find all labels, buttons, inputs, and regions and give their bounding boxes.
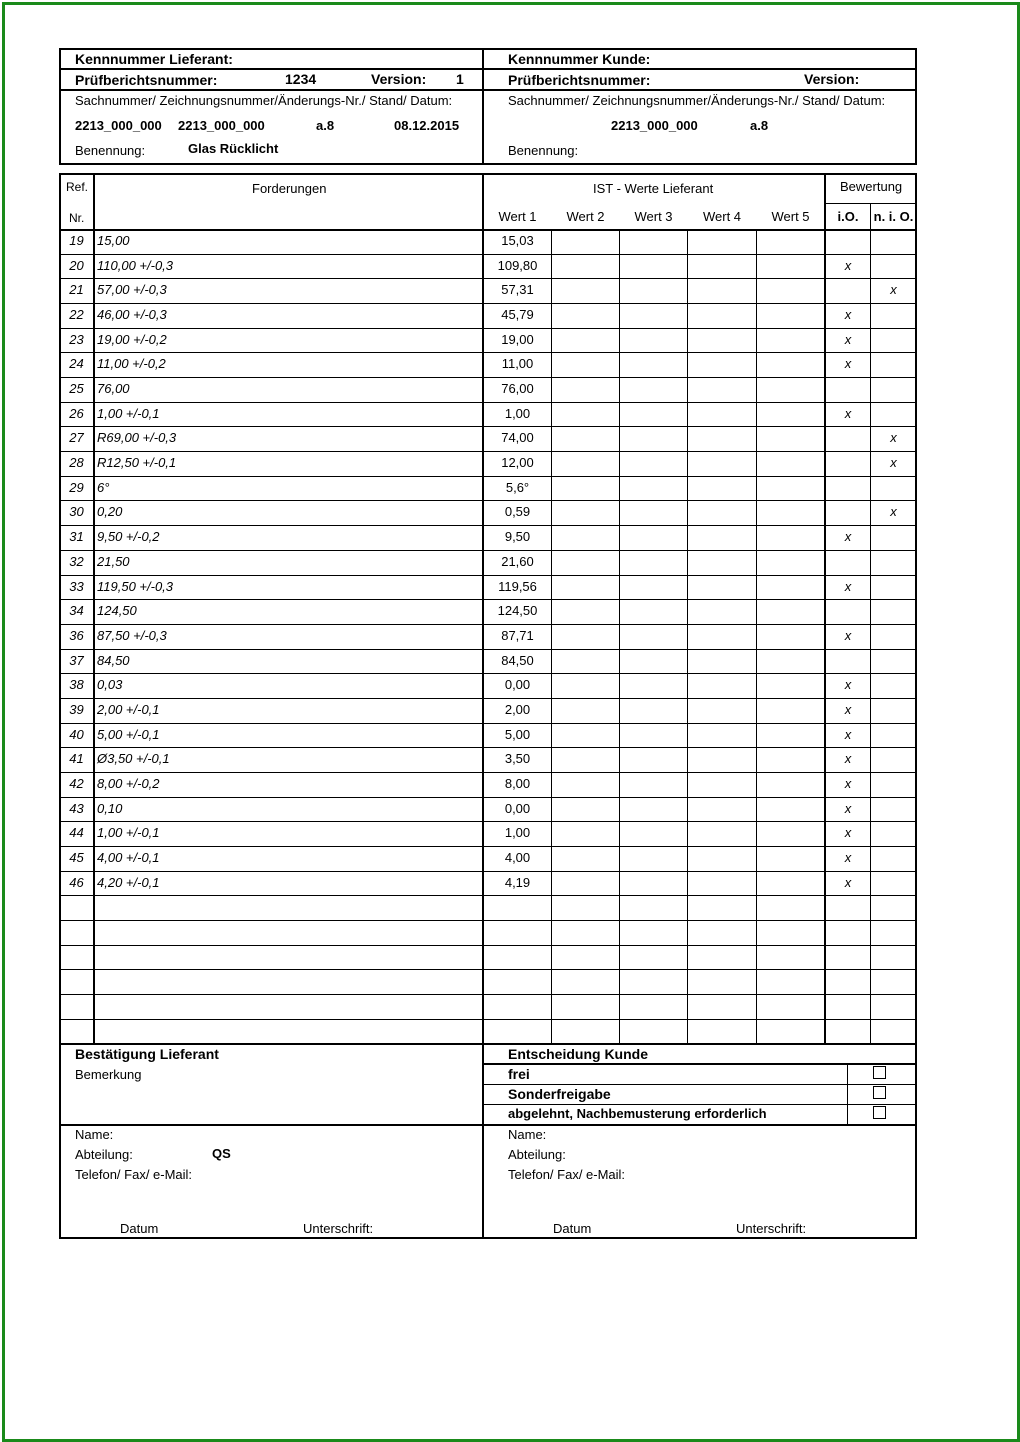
row-value-1: 0,00: [504, 801, 531, 816]
customer-part-no: 2213_000_000: [611, 118, 698, 133]
header-divider: [482, 48, 484, 165]
row-requirement: 87,50 +/-0,3: [97, 628, 167, 643]
part-name: Glas Rücklicht: [188, 141, 279, 156]
row-value-1: 45,79: [501, 307, 534, 322]
row-io-mark: x: [844, 825, 852, 840]
evaluation-header: Bewertung: [840, 179, 903, 194]
customer-date-label: Datum: [553, 1221, 592, 1236]
grid-line: [59, 821, 917, 822]
grid-line: [482, 1084, 917, 1085]
row-value-1: 74,00: [501, 430, 534, 445]
row-requirement: R69,00 +/-0,3: [97, 430, 177, 445]
row-nio-mark: x: [890, 504, 897, 519]
grid-line: [93, 173, 95, 1043]
row-io-mark: x: [844, 529, 852, 544]
customer-version-label: Version:: [804, 71, 860, 87]
part-label: Sachnummer/ Zeichnungsnummer/Änderungs-Nr./ Stand/ Datum:: [75, 93, 453, 108]
grid-line: [756, 229, 757, 1043]
grid-line: [59, 1019, 917, 1020]
row-number: 29: [69, 480, 84, 495]
row-io-mark: x: [844, 579, 852, 594]
row-nio-mark: x: [890, 455, 897, 470]
value-col-4: Wert 4: [702, 209, 742, 224]
row-requirement: 15,00: [97, 233, 130, 248]
row-number: 36: [69, 628, 84, 643]
value-col-2: Wert 2: [566, 209, 605, 224]
row-number: 23: [69, 332, 84, 347]
row-value-1: 124,50: [497, 603, 538, 618]
customer-contact-name-label: Name:: [508, 1127, 547, 1142]
grid-line: [59, 550, 917, 551]
grid-line: [59, 747, 917, 748]
grid-line: [59, 649, 917, 650]
row-number: 39: [69, 702, 84, 717]
grid-line: [847, 1063, 848, 1124]
row-value-1: 87,71: [501, 628, 534, 643]
nio-header: n. i. O.: [873, 209, 914, 224]
row-number: 43: [69, 801, 84, 816]
row-number: 40: [69, 727, 84, 742]
row-requirement: 6°: [97, 480, 110, 495]
version-label: Version:: [371, 71, 427, 87]
row-io-mark: x: [844, 702, 852, 717]
grid-line: [59, 673, 917, 674]
row-value-1: 1,00: [504, 406, 531, 421]
version-value: 1: [456, 71, 464, 87]
grid-line: [59, 871, 917, 872]
row-io-mark: x: [844, 258, 852, 273]
grid-line: [59, 575, 917, 576]
customer-dept-label: Abteilung:: [508, 1147, 566, 1162]
row-number: 19: [69, 233, 84, 248]
row-requirement: 1,00 +/-0,1: [97, 825, 160, 840]
grid-line: [825, 203, 917, 204]
option-special-release: Sonderfreigabe: [508, 1086, 611, 1102]
row-number: 26: [69, 406, 84, 421]
supplier-contact-label: Telefon/ Fax/ e-Mail:: [75, 1167, 193, 1182]
nr-label: Nr.: [69, 211, 85, 225]
row-number: 28: [69, 455, 84, 470]
row-requirement: 84,50: [97, 653, 130, 668]
row-requirement: 21,50: [97, 554, 130, 569]
row-number: 32: [69, 554, 84, 569]
row-io-mark: x: [844, 332, 852, 347]
row-requirement: R12,50 +/-0,1: [97, 455, 177, 470]
row-nio-mark: x: [890, 282, 897, 297]
row-requirement: 110,00 +/-0,3: [97, 258, 174, 273]
row-number: 45: [69, 850, 84, 865]
row-requirement: 2,00 +/-0,1: [97, 702, 160, 717]
supplier-dept-label: Abteilung:: [75, 1147, 133, 1162]
row-number: 44: [69, 825, 84, 840]
value-col-5: Wert 5: [771, 209, 810, 224]
row-nio-mark: x: [890, 430, 897, 445]
row-number: 41: [69, 751, 84, 766]
customer-decision-title: Entscheidung Kunde: [508, 1046, 648, 1062]
row-io-mark: x: [844, 356, 852, 371]
grid-line: [59, 1124, 917, 1126]
row-io-mark: x: [844, 677, 852, 692]
row-io-mark: x: [844, 307, 852, 322]
row-value-1: 12,00: [501, 455, 534, 470]
row-requirement: 4,00 +/-0,1: [97, 850, 160, 865]
grid-line: [870, 203, 871, 1043]
grid-line: [687, 229, 688, 1043]
grid-line: [59, 254, 917, 255]
supplier-name-label: Name:: [75, 1127, 114, 1142]
row-requirement: 9,50 +/-0,2: [97, 529, 160, 544]
grid-line: [59, 1043, 917, 1045]
name-label: Benennung:: [75, 143, 146, 158]
row-value-1: 1,00: [504, 825, 531, 840]
row-requirement: 0,20: [97, 504, 123, 519]
row-number: 24: [69, 356, 84, 371]
row-value-1: 3,50: [504, 751, 531, 766]
grid-line: [59, 525, 917, 526]
row-value-1: 11,00: [501, 356, 534, 371]
grid-line: [551, 229, 552, 1043]
grid-line: [59, 945, 917, 946]
row-value-1: 19,00: [501, 332, 534, 347]
row-requirement: 76,00: [97, 381, 130, 396]
row-number: 38: [69, 677, 84, 692]
row-value-1: 119,56: [498, 579, 537, 594]
grid-line: [59, 723, 917, 724]
part-no: 2213_000_000: [75, 118, 162, 133]
customer-id-label: Kennnummer Kunde:: [508, 51, 651, 67]
row-value-1: 8,00: [504, 776, 531, 791]
grid-line: [59, 500, 917, 501]
grid-line: [59, 920, 917, 921]
row-number: 31: [69, 529, 84, 544]
customer-change-no: a.8: [750, 118, 769, 133]
report-no-label: Prüfberichtsnummer:: [75, 72, 218, 88]
grid-line: [59, 624, 917, 625]
row-requirement: Ø3,50 +/-0,1: [97, 751, 170, 766]
option-rejected: abgelehnt, Nachbemusterung erforderlich: [508, 1106, 767, 1121]
grid-line: [59, 328, 917, 329]
grid-line: [59, 402, 917, 403]
remark-label: Bemerkung: [75, 1067, 142, 1082]
grid-line: [59, 797, 917, 798]
row-io-mark: x: [844, 727, 852, 742]
row-requirement: 5,00 +/-0,1: [97, 727, 160, 742]
requirements-header: Forderungen: [252, 181, 327, 196]
supplier-sign-label: Unterschrift:: [303, 1221, 374, 1236]
row-value-1: 0,00: [504, 677, 531, 692]
row-number: 34: [69, 603, 84, 618]
customer-report-no-label: Prüfberichtsnummer:: [508, 72, 651, 88]
grid-line: [59, 451, 917, 452]
row-value-1: 84,50: [501, 653, 534, 668]
row-number: 25: [69, 381, 84, 396]
doc-date: 08.12.2015: [394, 118, 460, 133]
checkbox-rejected[interactable]: [873, 1106, 886, 1119]
row-io-mark: x: [844, 801, 852, 816]
row-value-1: 4,19: [504, 875, 531, 890]
row-value-1: 109,80: [497, 258, 538, 273]
row-io-mark: x: [844, 850, 852, 865]
grid-line: [619, 229, 620, 1043]
row-number: 22: [69, 307, 84, 322]
row-number: 30: [69, 504, 84, 519]
grid-line: [482, 1104, 917, 1105]
grid-line: [59, 599, 917, 600]
row-value-1: 2,00: [504, 702, 531, 717]
row-requirement: 11,00 +/-0,2: [97, 356, 166, 371]
row-requirement: 4,20 +/-0,1: [97, 875, 160, 890]
row-number: 20: [69, 258, 84, 273]
io-header: i.O.: [837, 209, 859, 224]
grid-line: [59, 895, 917, 896]
row-value-1: 0,59: [504, 504, 531, 519]
row-requirement: 119,50 +/-0,3: [97, 579, 174, 594]
row-value-1: 76,00: [501, 381, 534, 396]
supplier-dept: QS: [212, 1146, 231, 1161]
grid-line: [59, 426, 917, 427]
row-value-1: 4,00: [504, 850, 531, 865]
row-number: 37: [69, 653, 84, 668]
grid-line: [59, 377, 917, 378]
grid-line: [824, 173, 826, 1043]
change-no: a.8: [316, 118, 335, 133]
option-free: frei: [508, 1066, 530, 1082]
row-io-mark: x: [844, 751, 852, 766]
grid-line: [59, 278, 917, 279]
row-number: 27: [69, 430, 84, 445]
row-io-mark: x: [844, 875, 852, 890]
drawing-no: 2213_000_000: [178, 118, 265, 133]
row-number: 42: [69, 776, 84, 791]
grid-line: [59, 229, 917, 231]
row-value-1: 21,60: [501, 554, 534, 569]
checkbox-free[interactable]: [873, 1066, 886, 1079]
grid-line: [59, 846, 917, 847]
row-requirement: 1,00 +/-0,1: [97, 406, 160, 421]
row-requirement: 46,00 +/-0,3: [97, 307, 167, 322]
row-number: 46: [69, 875, 84, 890]
row-value-1: 5,6°: [505, 480, 530, 495]
row-io-mark: x: [844, 406, 852, 421]
customer-part-label: Sachnummer/ Zeichnungsnummer/Änderungs-Nr./ Stand/ Datum:: [508, 93, 886, 108]
customer-name-label: Benennung:: [508, 143, 579, 158]
report-no: 1234: [285, 71, 317, 87]
grid-line: [59, 994, 917, 995]
actual-values-header: IST - Werte Lieferant: [593, 181, 714, 196]
grid-line: [59, 772, 917, 773]
row-value-1: 5,00: [504, 727, 531, 742]
grid-line: [59, 303, 917, 304]
row-value-1: 57,31: [501, 282, 534, 297]
grid-line: [59, 698, 917, 699]
row-io-mark: x: [844, 776, 852, 791]
grid-line: [59, 476, 917, 477]
grid-line: [59, 352, 917, 353]
supplier-date-label: Datum: [120, 1221, 159, 1236]
customer-contact-label: Telefon/ Fax/ e-Mail:: [508, 1167, 626, 1182]
row-requirement: 19,00 +/-0,2: [97, 332, 167, 347]
row-requirement: 0,03: [97, 677, 123, 692]
grid-line: [59, 969, 917, 970]
value-col-3: Wert 3: [634, 209, 673, 224]
row-value-1: 15,03: [501, 233, 534, 248]
row-requirement: 8,00 +/-0,2: [97, 776, 160, 791]
value-col-1: Wert 1: [498, 209, 537, 224]
row-requirement: 57,00 +/-0,3: [97, 282, 167, 297]
row-requirement: 124,50: [97, 603, 137, 618]
ref-label: Ref.: [66, 180, 89, 194]
row-io-mark: x: [844, 628, 852, 643]
checkbox-special-release[interactable]: [873, 1086, 886, 1099]
row-requirement: 0,10: [97, 801, 123, 816]
row-number: 33: [69, 579, 84, 594]
grid-line: [482, 1063, 917, 1065]
supplier-confirmation-title: Bestätigung Lieferant: [75, 1046, 219, 1062]
row-value-1: 9,50: [504, 529, 531, 544]
customer-sign-label: Unterschrift:: [736, 1221, 807, 1236]
supplier-id-label: Kennnummer Lieferant:: [75, 51, 233, 67]
row-number: 21: [69, 282, 84, 297]
